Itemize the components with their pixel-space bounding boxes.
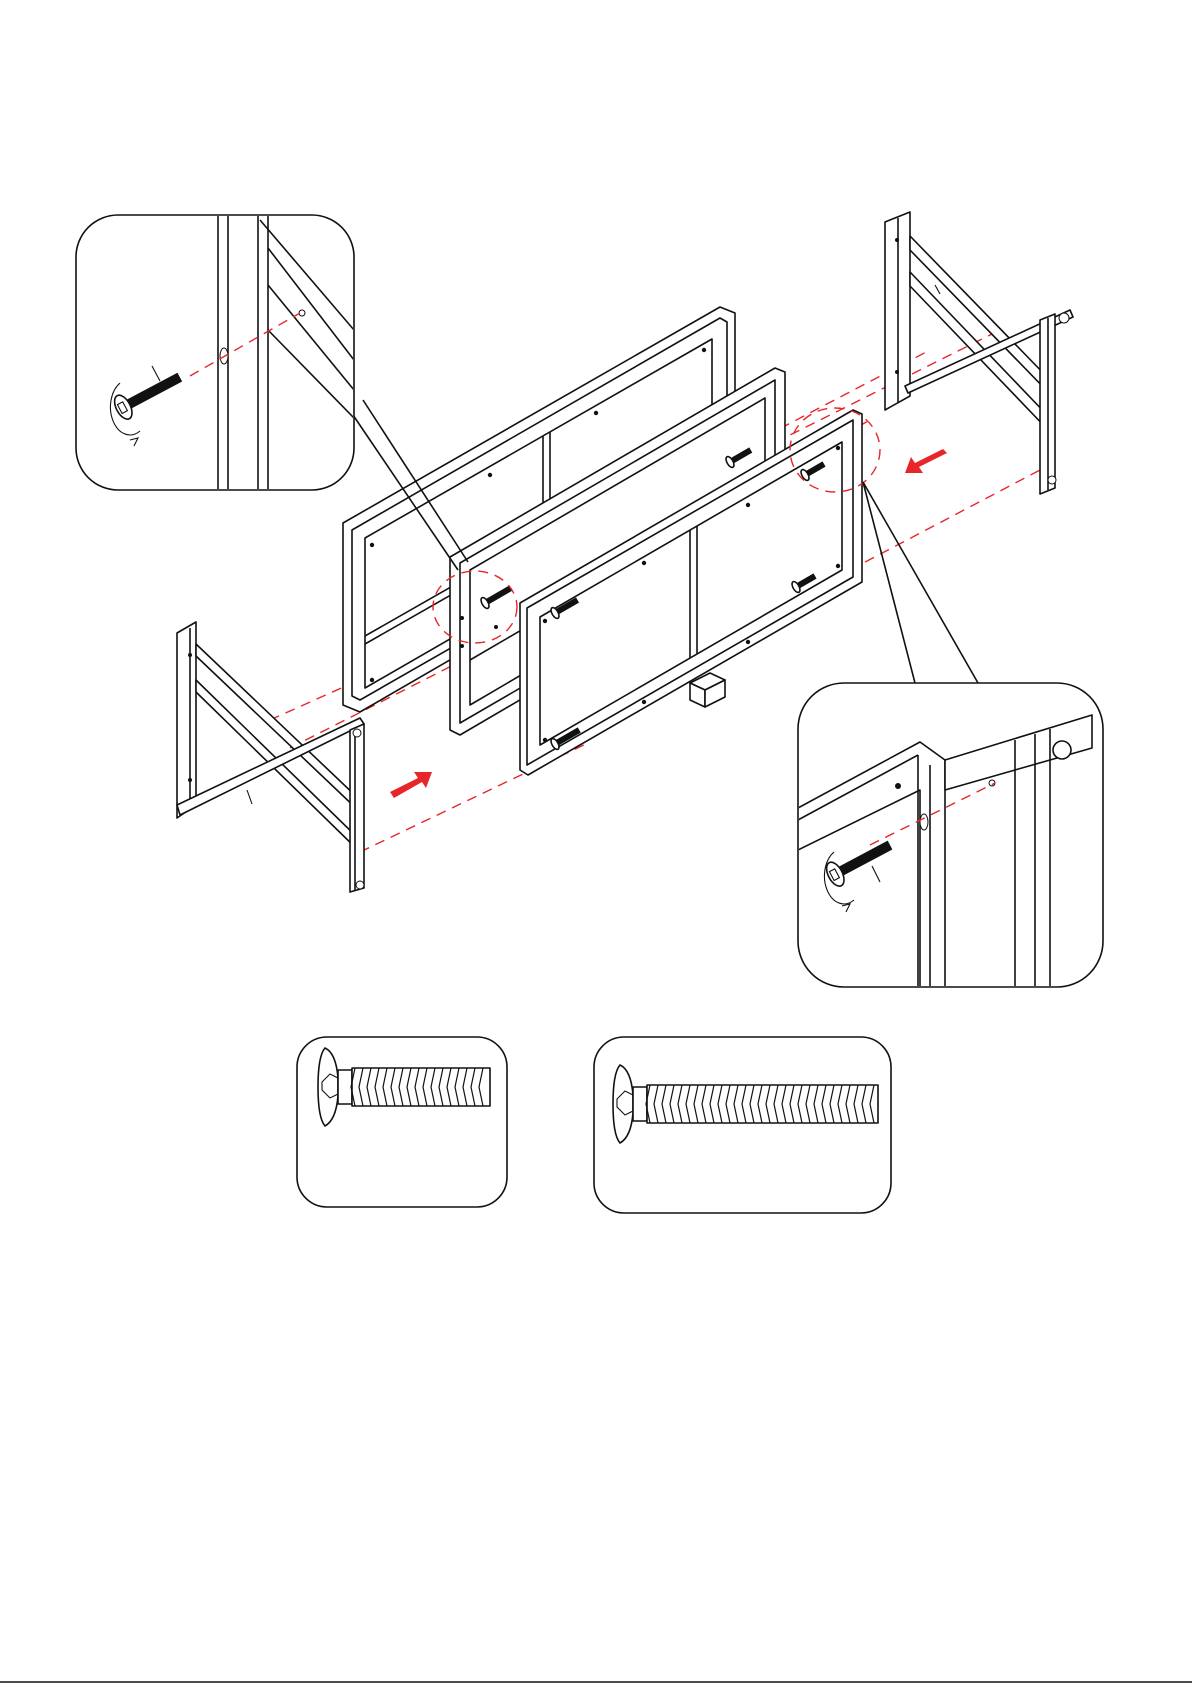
push-arrow-left bbox=[390, 772, 432, 798]
long-bolt bbox=[594, 1037, 891, 1213]
left-side-frame bbox=[177, 622, 364, 892]
right-side-frame bbox=[885, 212, 1073, 494]
short-bolt bbox=[297, 1037, 507, 1207]
push-arrow-right bbox=[905, 449, 947, 473]
detail-lower-right bbox=[798, 683, 1103, 987]
detail-upper-left bbox=[76, 215, 354, 490]
